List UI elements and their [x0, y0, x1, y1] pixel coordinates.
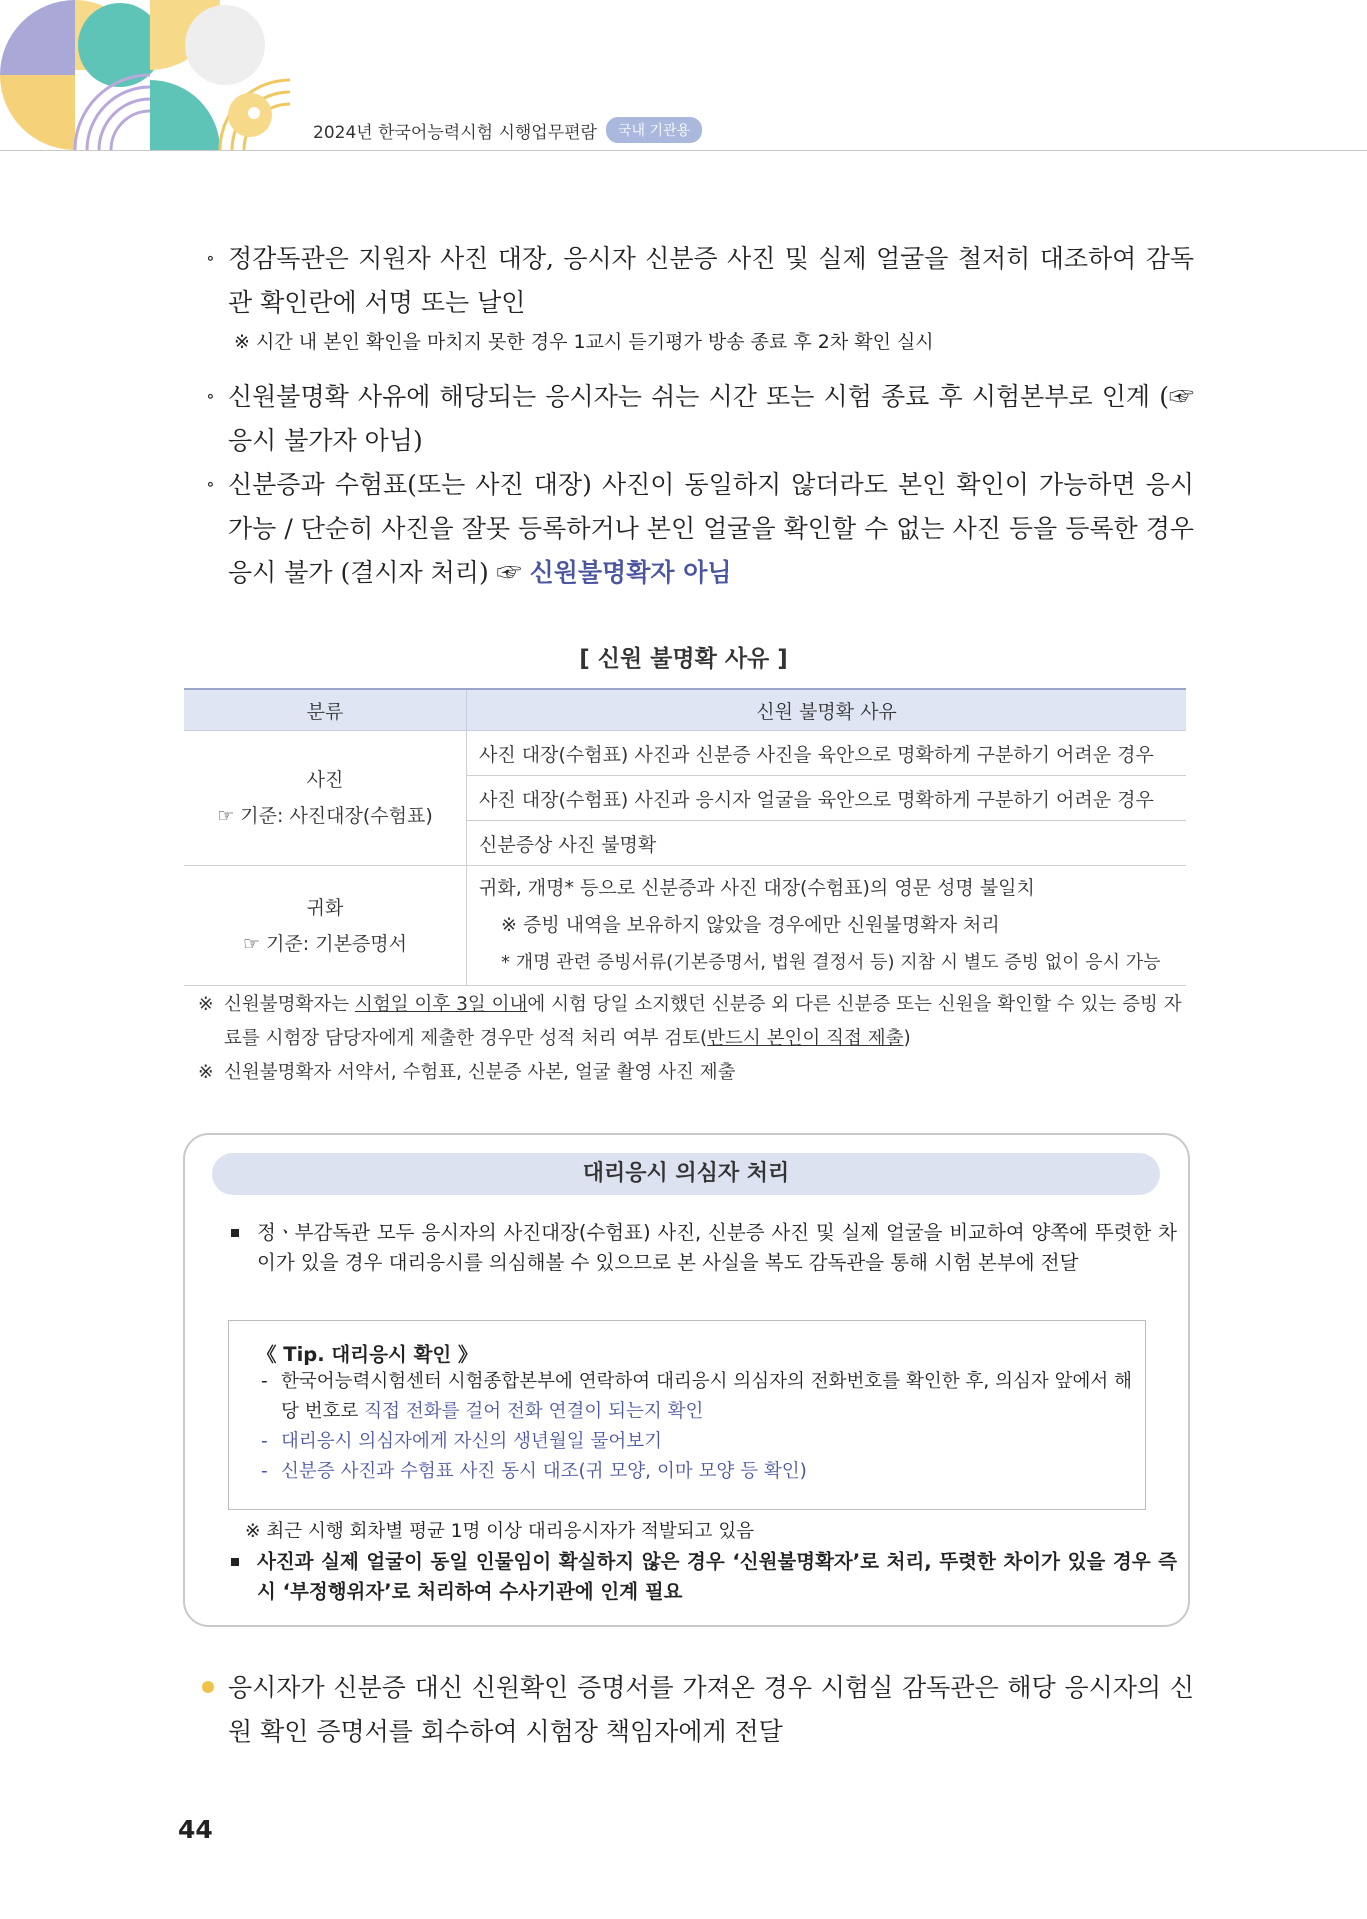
- square-bullet-icon: [231, 1558, 239, 1566]
- reason-naturalization-footnote: * 개명 관련 증빙서류(기본증명서, 법원 결정서 등) 지참 시 별도 증빙 없이 응시 가능: [501, 952, 1161, 973]
- reason-naturalization-note: ※ 증빙 내역을 보유하지 않았을 경우에만 신원불명확자 처리: [501, 914, 1000, 936]
- category-photo: [184, 731, 467, 866]
- category-naturalization: [184, 866, 467, 986]
- dash-bullet: -: [261, 1371, 268, 1392]
- dash-bullet: -: [261, 1431, 268, 1452]
- intro-bullet-1-text: 정감독관은 지원자 사진 대장, 응시자 신분증 사진 및 실제 얼굴을 철저히 대조하여 감독관 확인란에 서명 또는 날인: [228, 244, 1194, 317]
- note-mark: ※: [198, 1062, 214, 1083]
- proxy-note: ※ 최근 시행 회차별 평균 1명 이상 대리응시자가 적발되고 있음: [245, 1521, 755, 1542]
- intro-bullet-1-note: ※ 시간 내 본인 확인을 마치지 못한 경우 1교시 듣기평가 방송 종료 후 2차 확인 실시: [234, 331, 934, 353]
- proxy-item-1-text: 정ㆍ부감독관 모두 응시자의 사진대장(수험표) 사진, 신분증 사진 및 실제 얼굴을 비교하여 양쪽에 뚜렷한 차이가 있을 경우 대리응시를 의심해볼 수 있으므로 본 사실을 복도 감독관을 통해 시험 본부에 전달: [257, 1221, 1177, 1274]
- table-note-1-deadline: 시험일 이후 3일 이내: [354, 994, 528, 1015]
- table-note-2: [198, 1056, 1198, 1090]
- table-notes: [198, 988, 1198, 1090]
- tip-line-3: [261, 1457, 1141, 1487]
- table-note-1: [198, 988, 1198, 1056]
- reason-naturalization: 귀화, 개명* 등으로 신분증과 사진 대장(수험표)의 영문 성명 불일치: [479, 877, 1035, 899]
- tip-line-2-text: 대리응시 의심자에게 자신의 생년월일 물어보기: [281, 1431, 662, 1452]
- proxy-item-1: [231, 1218, 1177, 1278]
- tip-line-1-text: 한국어능력시험센터 시험종합본부에 연락하여 대리응시 의심자의 전화번호를 확인한 후, 의심자 앞에서 해당 번호로: [281, 1371, 1133, 1422]
- intro-bullet-3: [206, 463, 1194, 595]
- table-note-1-c: ): [903, 1028, 911, 1049]
- dash-bullet: -: [261, 1461, 268, 1482]
- table-title: [ 신원 불명확 사유 ]: [579, 646, 788, 672]
- header-title: 2024년 한국어능력시험 시행업무편람: [313, 123, 597, 143]
- identity-reasons-table: [184, 688, 1186, 986]
- header-category: 분류: [184, 689, 467, 731]
- final-bullet: [228, 1666, 1194, 1754]
- header-decoration: [0, 0, 300, 150]
- table-header-row: [184, 689, 1186, 731]
- table-note-1-a: 신원불명확자는: [224, 994, 355, 1015]
- proxy-item-2: [231, 1547, 1177, 1607]
- category-photo-label: 사진: [306, 769, 344, 791]
- table-note-1-b: 에 시험 당일 소지했던 신분증 외 다른 신분증 또는 신원을 확인할 수 있는 증빙 자료를 시험장 담당자에게 제출한 경우만 성적 처리 여부 검토(: [224, 994, 1182, 1049]
- final-bullet-text: 응시자가 신분증 대신 신원확인 증명서를 가져온 경우 시험실 감독관은 해당 응시자의 신원 확인 증명서를 회수하여 시험장 책임자에게 전달: [228, 1673, 1194, 1746]
- table-note-1-emphasis: 반드시 본인이 직접 제출: [707, 1028, 904, 1049]
- intro-bullet-2: [206, 375, 1194, 463]
- tip-line-3-text: 신분증 사진과 수험표 사진 동시 대조(귀 모양, 이마 모양 등 확인): [281, 1461, 807, 1482]
- bullet-dot: ∘: [206, 248, 215, 269]
- note-mark: ※: [198, 994, 214, 1015]
- intro-bullet-3-highlight: 신원불명확자 아님: [529, 558, 732, 587]
- page-number: 44: [178, 1815, 213, 1844]
- category-photo-criterion: ☞ 기준: 사진대장(수험표): [217, 805, 433, 827]
- bullet-dot: ∘: [206, 386, 215, 407]
- category-naturalization-label: 귀화: [306, 896, 344, 919]
- bullet-dot: ∘: [206, 474, 215, 495]
- tip-line-1-highlight: 직접 전화를 걸어 전화 연결이 되는지 확인: [364, 1401, 704, 1422]
- intro-bullet-2-text: 신원불명확 사유에 해당되는 응시자는 쉬는 시간 또는 시험 종료 후 시험본부로 인계 (☞ 응시 불가자 아님): [228, 382, 1194, 455]
- intro-bullet-1: [206, 237, 1194, 359]
- tip-line-2: [261, 1427, 1141, 1457]
- square-bullet-icon: [231, 1229, 239, 1237]
- reason-cell: 신분증상 사진 불명확: [467, 821, 1187, 866]
- table-row: [184, 866, 1186, 986]
- proxy-box-title: 대리응시 의심자 처리: [212, 1153, 1160, 1195]
- category-naturalization-criterion: ☞ 기준: 기본증명서: [243, 932, 407, 955]
- tip-line-1: [261, 1367, 1141, 1427]
- header-reason: 신원 불명확 사유: [467, 689, 1187, 731]
- header-divider: [0, 150, 1367, 151]
- yellow-dot-icon: [202, 1681, 214, 1693]
- proxy-item-2-text: 사진과 실제 얼굴이 동일 인물임이 확실하지 않은 경우 ‘신원불명확자’로 처리, 뚜렷한 차이가 있을 경우 즉시 ‘부정행위자’로 처리하여 수사기관에 인계 필요: [257, 1550, 1177, 1603]
- intro-bullet-3-text: 신분증과 수험표(또는 사진 대장) 사진이 동일하지 않더라도 본인 확인이 가능하면 응시 가능 / 단순히 사진을 잘못 등록하거나 본인 얼굴을 확인할 수 없는 사진 등을 등록한 경우 응시 불가 (결시자 처리) ☞: [228, 470, 1194, 587]
- reason-cell-naturalization: [467, 866, 1187, 986]
- table-note-2-text: 신원불명확자 서약서, 수험표, 신분증 사본, 얼굴 촬영 사진 제출: [224, 1062, 736, 1083]
- tip-box: [228, 1320, 1146, 1510]
- tip-heading: 《 Tip. 대리응시 확인 》: [257, 1343, 478, 1366]
- proxy-suspect-box: [183, 1133, 1190, 1627]
- reason-cell: 사진 대장(수험표) 사진과 신분증 사진을 육안으로 명확하게 구분하기 어려운 경우: [467, 731, 1187, 776]
- reason-cell: 사진 대장(수험표) 사진과 응시자 얼굴을 육안으로 명확하게 구분하기 어려운 경우: [467, 776, 1187, 821]
- table-row: [184, 731, 1186, 776]
- header-badge: 국내 기관용: [606, 117, 702, 143]
